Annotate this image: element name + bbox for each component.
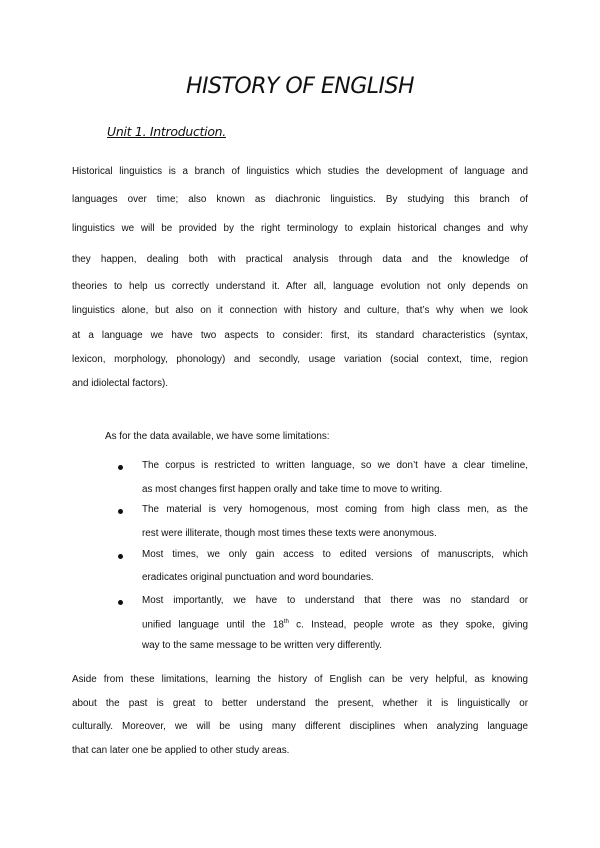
text-line bbox=[142, 619, 528, 630]
document-title: HISTORY OF ENGLISH bbox=[185, 74, 415, 99]
text-line: they happen, dealing both with practical analysis through data and the knowledge of bbox=[72, 254, 528, 265]
text-line: about the past is great to better understand the present, whether it is linguistically or bbox=[72, 698, 528, 709]
text-line: The material is very homogenous, most coming from high class men, as the bbox=[142, 504, 528, 515]
text-line: and idiolectal factors). bbox=[72, 378, 169, 389]
text-line: Most times, we only gain access to edited versions of manuscripts, which bbox=[142, 549, 528, 560]
text-line: linguistics alone, but also on it connection with history and culture, that’s why when we look bbox=[72, 305, 528, 316]
bullet-icon bbox=[118, 600, 123, 605]
text-line: theories to help us correctly understand it. After all, language evolution not only depends on bbox=[72, 281, 528, 292]
text-line: way to the same message to be written very differently. bbox=[142, 640, 383, 651]
text-line: rest were illiterate, though most times these texts were anonymous. bbox=[142, 528, 437, 539]
limitations-intro: As for the data available, we have some limitations: bbox=[105, 431, 330, 442]
text-line: Historical linguistics is a branch of linguistics which studies the development of language and bbox=[72, 166, 528, 177]
superscript: th bbox=[283, 619, 289, 625]
text-line: at a language we have two aspects to consider: first, its standard characteristics (syntax, bbox=[72, 330, 528, 341]
text-line: culturally. Moreover, we will be using many different disciplines when analyzing language bbox=[72, 721, 528, 732]
bullet-icon bbox=[118, 554, 123, 559]
text-line: eradicates original punctuation and word boundaries. bbox=[142, 572, 374, 583]
bullet-icon bbox=[118, 509, 123, 514]
text-line: lexicon, morphology, phonology) and secondly, usage variation (social context, time, region bbox=[72, 354, 528, 365]
bullet-icon bbox=[118, 465, 123, 470]
text-line: languages over time; also known as diachronic linguistics. By studying this branch of bbox=[72, 194, 528, 205]
text-line: linguistics we will be provided by the right terminology to explain historical changes and why bbox=[72, 223, 528, 234]
text-line: Aside from these limitations, learning the history of English can be very helpful, as knowing bbox=[72, 674, 528, 685]
text-line: Most importantly, we have to understand that there was no standard or bbox=[142, 595, 528, 606]
text-line: The corpus is restricted to written language, so we don’t have a clear timeline, bbox=[142, 460, 528, 471]
text-line: that can later one be applied to other study areas. bbox=[72, 745, 290, 756]
text-line: as most changes first happen orally and take time to move to writing. bbox=[142, 484, 443, 495]
text-segment: unified language until the 18 bbox=[142, 619, 284, 631]
unit-heading: Unit 1. Introduction. bbox=[107, 124, 226, 139]
text-segment: c. Instead, people wrote as they spoke, giving bbox=[288, 619, 529, 631]
